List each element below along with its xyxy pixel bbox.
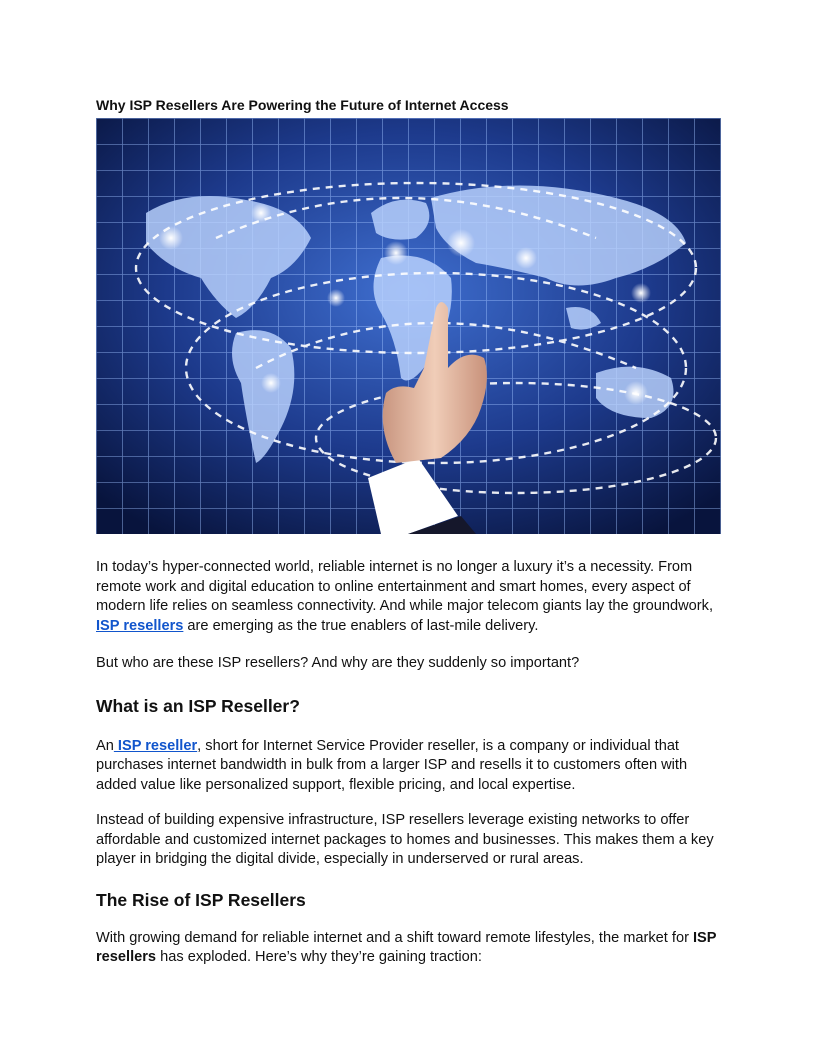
rise-text-end: has exploded. Here’s why they’re gaining traction: (156, 949, 482, 965)
document-body (96, 96, 722, 968)
isp-reseller-link[interactable]: ISP reseller (113, 737, 198, 754)
infrastructure-paragraph: Instead of building expensive infrastructure, ISP resellers leverage existing networks to offer affordable and customized internet packages to homes and businesses. This makes them a key player in bridging the digital divide, especially in underserved or rural areas. (96, 812, 714, 867)
rise-text-start: With growing demand for reliable internet and a shift toward remote lifestyles, the market for (96, 929, 693, 946)
intro-paragraph (96, 558, 722, 636)
intro-text-start: In today’s hyper-connected world, reliable internet is no longer a luxury it’s a necessity. From remote work and digital education to online entertainment and smart homes, every aspect of modern life relies on seamless connectivity. And while major telecom giants lay the groundwork, (96, 559, 714, 614)
intro-text-end: are emerging as the true enablers of last-mile delivery. (183, 617, 539, 634)
section-heading-what-is: What is an ISP Reseller? (96, 695, 300, 716)
isp-resellers-link[interactable]: ISP resellers (96, 617, 184, 634)
definition-text-start: An (96, 737, 114, 754)
isp-resellers-bold: ISP resellers (96, 929, 717, 965)
rise-paragraph (96, 929, 722, 968)
question-paragraph: But who are these ISP resellers? And why are they suddenly so important? (96, 655, 580, 671)
section-heading-rise: The Rise of ISP Resellers (96, 889, 306, 910)
hero-image (96, 118, 721, 534)
definition-text-end: , short for Internet Service Provider reseller, is a company or individual that purchases internet bandwidth in bulk from a larger ISP and resells it to customers often with added value like personalized support, flexible pricing, and local expertise. (96, 737, 688, 793)
definition-paragraph (96, 737, 722, 796)
document-title: Why ISP Resellers Are Powering the Future of Internet Access (96, 97, 509, 113)
